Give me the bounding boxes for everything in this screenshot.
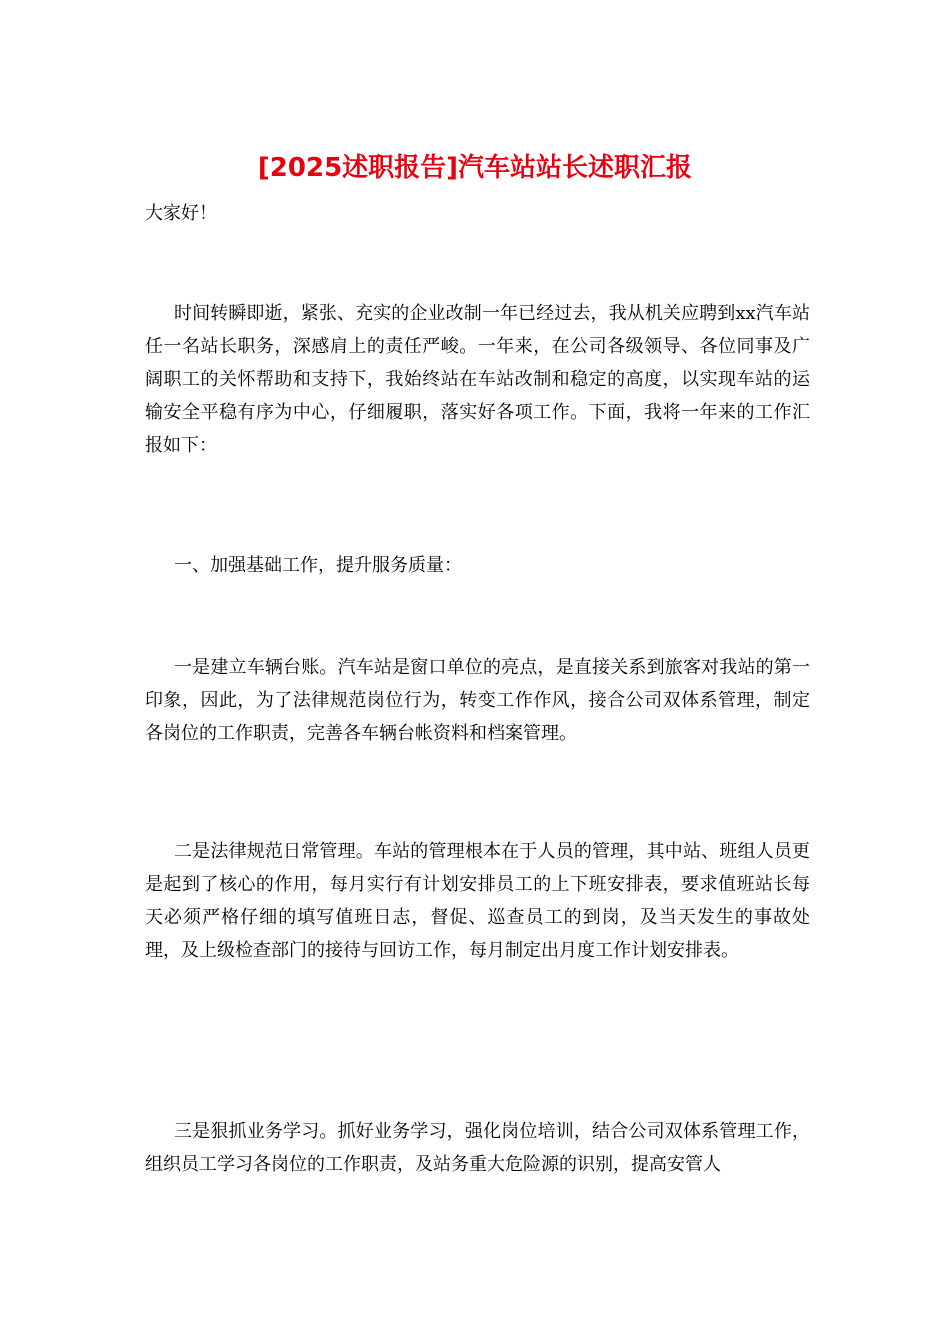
document-title: [2025述职报告]汽车站站长述职汇报 <box>257 153 693 183</box>
section-heading-1: 一、加强基础工作，提升服务质量： <box>174 555 462 576</box>
paragraph-item-3: 三是狠抓业务学习。抓好业务学习，强化岗位培训，结合公司双体系管理工作，组织员工学习各岗位的工作职责，及站务重大危险源的识别，提高安管人 <box>145 1121 810 1175</box>
paragraph-item-1: 一是建立车辆台账。汽车站是窗口单位的亮点，是直接关系到旅客对我站的第一印象，因此，为了法律规范岗位行为，转变工作作风，接合公司双体系管理，制定各岗位的工作职责，完善各车辆台帐资料和档案管理。 <box>145 657 810 744</box>
greeting-text: 大家好！ <box>145 203 217 224</box>
paragraph-item-2: 二是法律规范日常管理。车站的管理根本在于人员的管理，其中站、班组人员更是起到了核心的作用，每月实行有计划安排员工的上下班安排表，要求值班站长每天必须严格仔细的填写值班日志，督促、巡查员工的到岗，及当天发生的事故处理，及上级检查部门的接待与回访工作，每月制定出月度工作计划安排表。 <box>145 841 810 961</box>
paragraph-intro: 时间转瞬即逝，紧张、充实的企业改制一年已经过去，我从机关应聘到xx汽车站任一名站长职务，深感肩上的责任严峻。一年来，在公司各级领导、各位同事及广阔职工的关怀帮助和支持下，我始终站在车站改制和稳定的高度，以实现车站的运输安全平稳有序为中心，仔细履职，落实好各项工作。下面，我将一年来的工作汇报如下： <box>145 303 810 456</box>
